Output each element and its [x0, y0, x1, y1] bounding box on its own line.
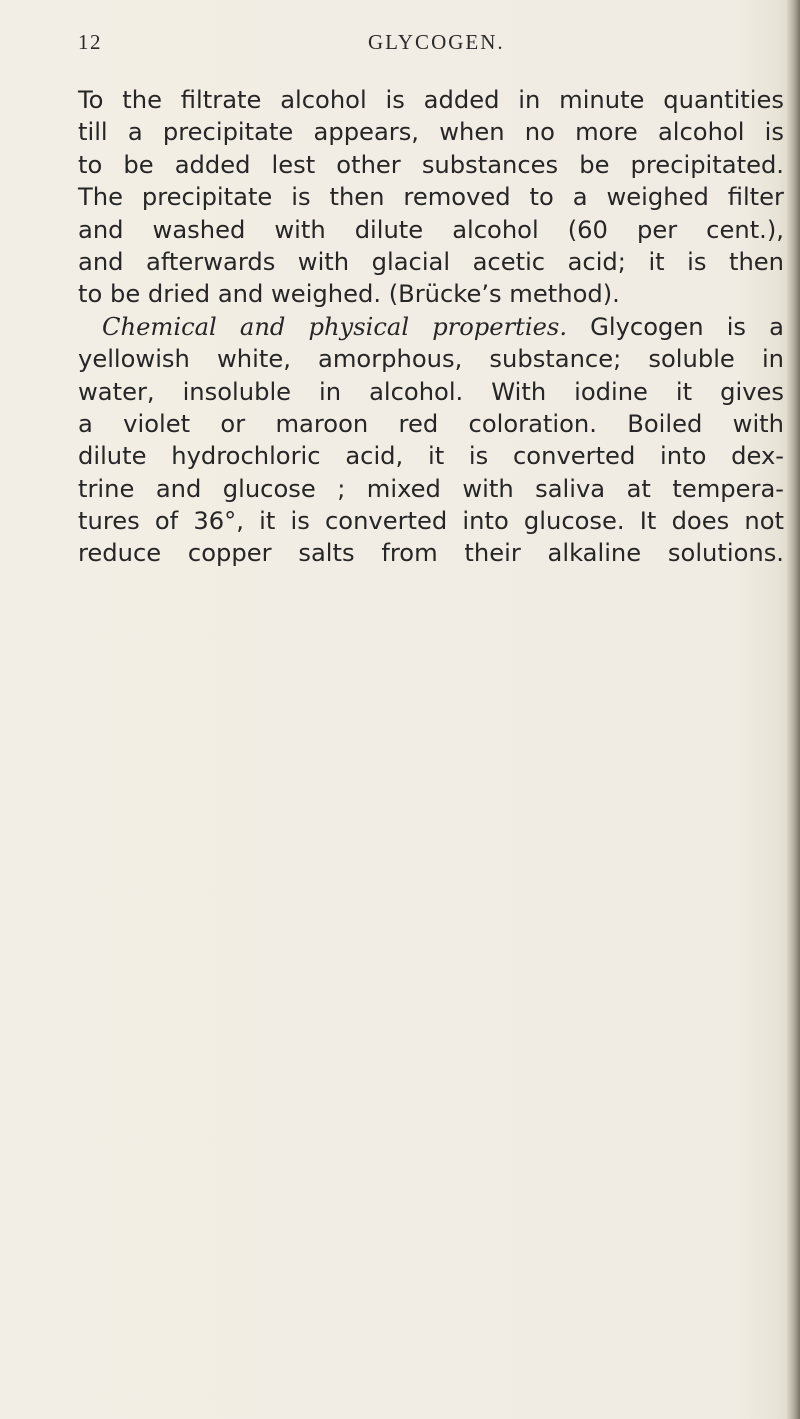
- text-line: to be added lest other substances be precipitated.: [78, 150, 784, 179]
- page-header: [78, 30, 782, 64]
- section-line: [78, 311, 784, 343]
- text-line: till a precipitate appears, when no more alcohol is: [78, 118, 784, 147]
- text-line: to be dried and weighed. (Brücke’s method).: [78, 280, 620, 309]
- text-line: To the filtrate alcohol is added in minute quantities: [78, 86, 784, 114]
- section-heading: Chemical and physical properties.: [102, 312, 568, 341]
- text-line: water, insoluble in alcohol. With iodine it gives: [78, 377, 784, 406]
- text-line: dilute hydrochloric acid, it is converted into dex-: [78, 442, 784, 471]
- section-lead: Glycogen is a: [590, 312, 784, 341]
- text-line: tures of 36°, it is converted into glucose. It does not: [78, 507, 784, 536]
- page-number: 12: [78, 30, 102, 54]
- text-line: a violet or maroon red coloration. Boiled with: [78, 409, 784, 438]
- text-line: and afterwards with glacial acetic acid; it is then: [78, 247, 784, 276]
- page-edge-shadow: [786, 0, 800, 1419]
- text-line: The precipitate is then removed to a weighed filter: [78, 183, 784, 212]
- text-line: yellowish white, amorphous, substance; soluble in: [78, 345, 784, 374]
- text-line: trine and glucose ; mixed with saliva at tempera-: [78, 474, 784, 503]
- text-line: reduce copper salts from their alkaline solutions.: [78, 539, 784, 568]
- body-text: [78, 84, 784, 570]
- text-line: and washed with dilute alcohol (60 per cent.),: [78, 215, 784, 244]
- running-head: GLYCOGEN.: [368, 30, 505, 54]
